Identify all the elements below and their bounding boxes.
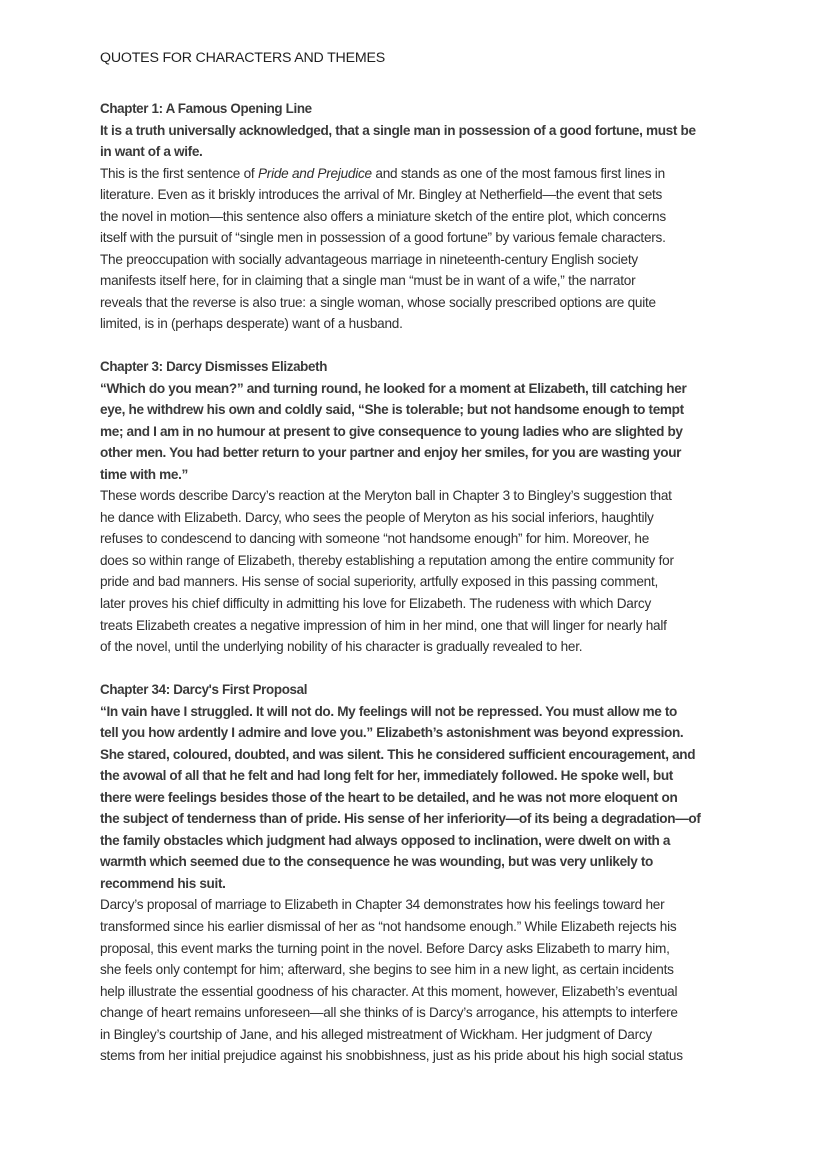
commentary-line: in Bingley’s courtship of Jane, and his alleged mistreatment of Wickham. Her judgment of Darcy — [100, 1026, 652, 1042]
commentary-line: These words describe Darcy’s reaction at the Meryton ball in Chapter 3 to Bingley’s suggestion that — [100, 488, 672, 504]
quote-line: the avowal of all that he felt and had long felt for her, immediately followed. He spoke well, but — [100, 768, 673, 784]
quote-line: there were feelings besides those of the heart to be detailed, and he was not more eloquent on — [100, 789, 678, 805]
quote-line: recommend his suit. — [100, 875, 226, 891]
quote-line: other men. You had better return to your partner and enjoy her smiles, for you are wasting your — [100, 445, 682, 461]
commentary-line: Darcy’s proposal of marriage to Elizabeth in Chapter 34 demonstrates how his feelings toward her — [100, 897, 665, 913]
heading-text: Chapter 34: Darcy's First Proposal — [100, 682, 308, 697]
quote-line: “In vain have I struggled. It will not do. My feelings will not be repressed. You must allow me to — [100, 703, 678, 719]
quote-line: me; and I am in no humour at present to give consequence to young ladies who are slighted by — [100, 423, 683, 439]
commentary-line: the novel in motion—this sentence also offers a miniature sketch of the entire plot, which concerns — [100, 208, 666, 224]
commentary-block — [100, 163, 780, 335]
quote-line: in want of a wife. — [100, 144, 203, 160]
quote-line: the subject of tenderness than of pride. His sense of her inferiority—of its being a degradation—of — [100, 811, 701, 827]
commentary-line: she feels only contempt for him; afterward, she begins to see him in a new light, as certain incidents — [100, 962, 674, 978]
commentary-line: does so within range of Elizabeth, thereby establishing a reputation among the entire community for — [100, 552, 674, 568]
document-title: QUOTES FOR CHARACTERS AND THEMES — [100, 50, 386, 66]
commentary-line: change of heart remains unforeseen—all she thinks of is Darcy’s arrogance, his attempts to interfere — [100, 1005, 678, 1021]
quote-line: warmth which seemed due to the consequence he was wounding, but was very unlikely to — [100, 854, 653, 870]
commentary-line: pride and bad manners. His sense of social superiority, artfully exposed in this passing comment, — [100, 574, 659, 590]
commentary-line: literature. Even as it briskly introduces the arrival of Mr. Bingley at Netherfield—the event that sets — [100, 187, 663, 203]
section-chapter-3 — [100, 356, 780, 658]
commentary-line: he dance with Elizabeth. Darcy, who sees the people of Meryton as his social inferiors, haughtily — [100, 509, 654, 525]
quote-block — [100, 120, 780, 163]
quote-block — [100, 701, 780, 895]
commentary-line: itself with the pursuit of “single men in possession of a good fortune” by various female characters. — [100, 230, 666, 246]
section-chapter-34 — [100, 679, 780, 1067]
section-heading — [100, 679, 780, 701]
commentary-line: treats Elizabeth creates a negative impression of him in her mind, one that will linger for nearly half — [100, 617, 667, 633]
commentary-block — [100, 894, 780, 1066]
quote-line: eye, he withdrew his own and coldly said, “She is tolerable; but not handsome enough to tempt — [100, 402, 684, 418]
quote-line: It is a truth universally acknowledged, that a single man in possession of a good fortune, must be — [100, 122, 696, 138]
commentary-line: of the novel, until the underlying nobility of his character is gradually revealed to her. — [100, 639, 583, 655]
section-heading — [100, 98, 780, 120]
quote-block — [100, 378, 780, 486]
book-title-italic: Pride and Prejudice — [257, 165, 372, 181]
commentary-line-with-italic: This is the first sentence of Pride and Prejudice and stands as one of the most famous first lines in — [100, 165, 665, 181]
commentary-line: proposal, this event marks the turning point in the novel. Before Darcy asks Elizabeth to marry him, — [100, 940, 670, 956]
quote-line: the family obstacles which judgment had always opposed to inclination, were dwelt on with a — [100, 832, 671, 848]
commentary-line: The preoccupation with socially advantageous marriage in nineteenth-century English society — [100, 251, 638, 267]
commentary-line: stems from her initial prejudice against his snobbishness, just as his pride about his high social status — [100, 1048, 683, 1064]
commentary-line: transformed since his earlier dismissal of her as “not handsome enough.” While Elizabeth rejects his — [100, 919, 677, 935]
quote-line: tell you how ardently I admire and love you.” Elizabeth’s astonishment was beyond expression. — [100, 725, 684, 741]
section-heading — [100, 356, 780, 378]
commentary-line: help illustrate the essential goodness of his character. At this moment, however, Elizabeth’s eventual — [100, 983, 678, 999]
section-chapter-1 — [100, 98, 780, 335]
commentary-line: manifests itself here, for in claiming that a single man “must be in want of a wife,” the narrator — [100, 273, 636, 289]
heading-text: Chapter 1: A Famous Opening Line — [100, 101, 312, 116]
commentary-block — [100, 485, 780, 657]
heading-text: Chapter 3: Darcy Dismisses Elizabeth — [100, 359, 328, 374]
commentary-line: limited, is in (perhaps desperate) want of a husband. — [100, 316, 403, 332]
commentary-line: refuses to condescend to dancing with someone “not handsome enough” for him. Moreover, he — [100, 531, 650, 547]
commentary-line: reveals that the reverse is also true: a single woman, whose socially prescribed options are quite — [100, 294, 656, 310]
quote-line: time with me.” — [100, 466, 189, 482]
quote-line: She stared, coloured, doubted, and was silent. This he considered sufficient encouragement, and — [100, 746, 696, 762]
quote-line: “Which do you mean?” and turning round, he looked for a moment at Elizabeth, till catching her — [100, 380, 687, 396]
commentary-line: later proves his chief difficulty in admitting his love for Elizabeth. The rudeness with which Darcy — [100, 596, 651, 612]
